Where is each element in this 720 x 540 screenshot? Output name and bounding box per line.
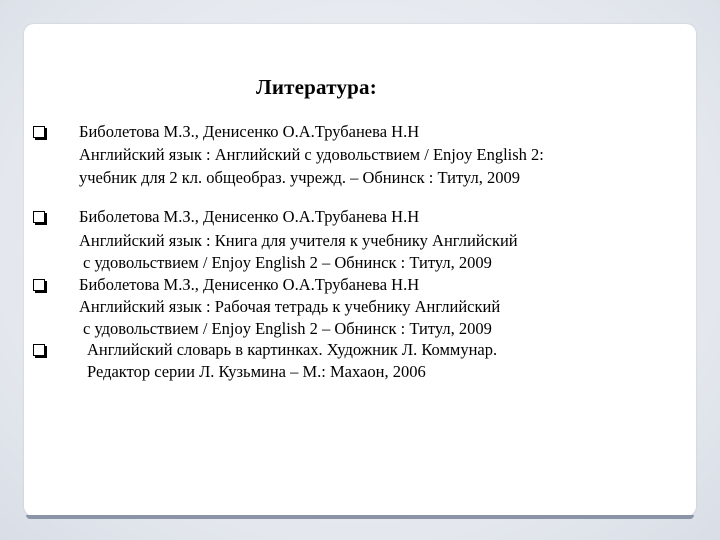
reference-line: Биболетова М.З., Денисенко О.А.Трубанева Н.Н — [79, 122, 420, 141]
reference-line: учебник для 2 кл. общеобраз. учрежд. – Обнинск : Титул, 2009 — [79, 168, 520, 187]
reference-line: Биболетова М.З., Денисенко О.А.Трубанева Н.Н — [79, 207, 420, 226]
reference-line: Биболетова М.З., Денисенко О.А.Трубанева Н.Н — [79, 275, 420, 294]
reference-line: Английский язык : Книга для учителя к учебнику Английский — [79, 231, 518, 250]
reference-line: Английский язык : Английский с удовольствием / Enjoy English 2: — [79, 145, 544, 164]
checkbox-bullet-icon — [33, 126, 45, 138]
reference-line: с удовольствием / Enjoy English 2 – Обнинск : Титул, 2009 — [83, 253, 492, 272]
reference-line: Редактор серии Л. Кузьмина – М.: Махаон, 2006 — [87, 362, 426, 381]
checkbox-bullet-icon — [33, 211, 45, 223]
slide-title: Литература: — [256, 75, 377, 99]
reference-line: с удовольствием / Enjoy English 2 – Обнинск : Титул, 2009 — [83, 319, 492, 338]
reference-line: Английский словарь в картинках. Художник Л. Коммунар. — [87, 340, 498, 359]
checkbox-bullet-icon — [33, 279, 45, 291]
reference-line: Английский язык : Рабочая тетрадь к учебнику Английский — [79, 297, 501, 316]
checkbox-bullet-icon — [33, 344, 45, 356]
